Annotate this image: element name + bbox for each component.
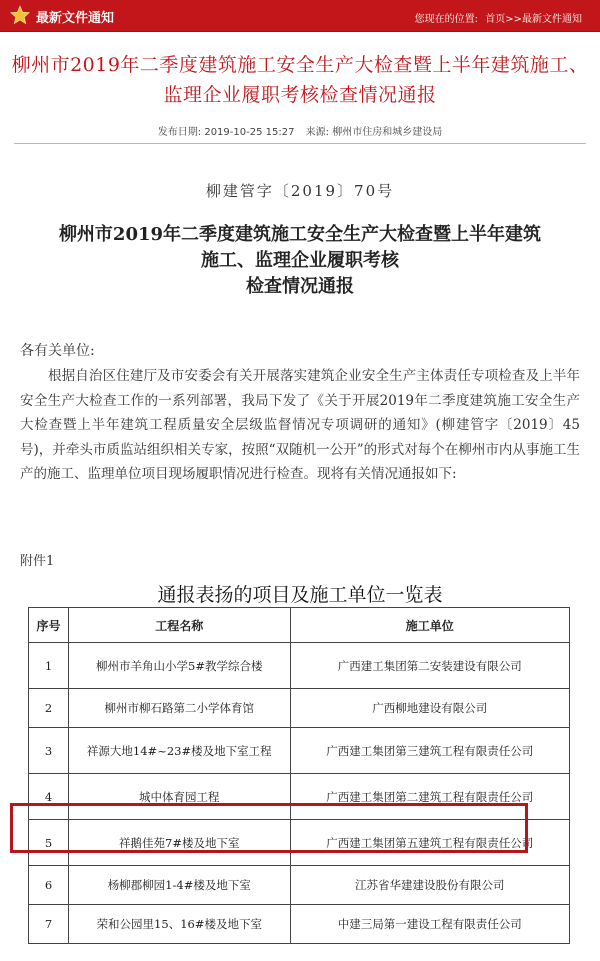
project-name: 祥鹅佳苑7#楼及地下室 bbox=[68, 820, 290, 866]
article-title: 柳州市2019年二季度建筑施工安全生产大检查暨上半年建筑施工、监理企业履职考核检查情况通报 bbox=[11, 54, 589, 106]
contractor-name: 广西建工集团第二建筑工程有限责任公司 bbox=[290, 774, 569, 820]
project-name: 祥源大地14#~23#楼及地下室工程 bbox=[68, 728, 290, 774]
table-row bbox=[29, 643, 570, 689]
document-number: 柳建管字〔2019〕70号 bbox=[205, 182, 395, 200]
article-source: 来源: 柳州市住房和城乡建设局 bbox=[305, 127, 443, 138]
table-title: 通报表扬的项目及施工单位一览表 bbox=[157, 584, 443, 606]
location-label: 您现在的位置: bbox=[414, 14, 479, 25]
document-title-line: 施工、监理企业履职考核 bbox=[201, 250, 399, 271]
document-title bbox=[10, 222, 590, 300]
body-paragraph: 根据自治区住建厅及市安委会有关开展落实建筑企业安全生产主体责任专项检查及上半年安全生产大检查工作的一系列部署，我局下发了《关于开展2019年二季度建筑施工安全生产大检查暨上半年建筑工程质量安全层级监督情况专项调研的通知》(柳建管字〔2019〕45号)，并牵头市质监站组织相关专家，按照“双随机一公开”的形式对每个在柳州市内从事施工生产的施工、监理单位项目现场履职情况进行检查。现将有关情况通报如下: bbox=[20, 368, 580, 483]
table-row bbox=[29, 866, 570, 905]
contractor-name: 中建三局第一建设工程有限责任公司 bbox=[290, 905, 569, 944]
divider bbox=[14, 143, 586, 144]
row-index: 6 bbox=[29, 866, 69, 905]
star-icon bbox=[10, 5, 30, 25]
publish-date: 发布日期: 2019-10-25 15:27 bbox=[157, 127, 295, 138]
project-name: 杨柳郡柳园1-4#楼及地下室 bbox=[68, 866, 290, 905]
contractor-name: 江苏省华建建设股份有限公司 bbox=[290, 866, 569, 905]
document-title-line: 柳州市2019年二季度建筑施工安全生产大检查暨上半年建筑 bbox=[58, 224, 542, 245]
column-header-contractor: 施工单位 bbox=[290, 608, 569, 643]
column-header-index: 序号 bbox=[29, 608, 69, 643]
row-index: 5 bbox=[29, 820, 69, 866]
breadcrumb-link[interactable]: 首页>>最新文件通知 bbox=[485, 14, 582, 25]
highlight-annotation-box bbox=[10, 803, 528, 853]
row-index: 1 bbox=[29, 643, 69, 689]
article-meta bbox=[0, 123, 600, 138]
project-name: 荣和公园里15、16#楼及地下室 bbox=[68, 905, 290, 944]
row-index: 2 bbox=[29, 689, 69, 728]
contractor-name: 广西建工集团第五建筑工程有限责任公司 bbox=[290, 820, 569, 866]
project-name: 柳州市柳石路第二小学体育馆 bbox=[68, 689, 290, 728]
contractor-name: 广西建工集团第三建筑工程有限责任公司 bbox=[290, 728, 569, 774]
attachment-label: 附件1 bbox=[20, 554, 55, 569]
table-row bbox=[29, 689, 570, 728]
row-index: 4 bbox=[29, 774, 69, 820]
section-title: 最新文件通知 bbox=[36, 11, 115, 26]
row-index: 3 bbox=[29, 728, 69, 774]
column-header-project: 工程名称 bbox=[68, 608, 290, 643]
contractor-name: 广西柳地建设有限公司 bbox=[290, 689, 569, 728]
breadcrumb bbox=[411, 10, 582, 25]
row-index: 7 bbox=[29, 905, 69, 944]
section-header-bar bbox=[0, 0, 600, 32]
project-name: 城中体育园工程 bbox=[68, 774, 290, 820]
salutation: 各有关单位: bbox=[20, 343, 95, 359]
contractor-name: 广西建工集团第二安装建设有限公司 bbox=[290, 643, 569, 689]
table-header-row bbox=[29, 608, 570, 643]
table-row bbox=[29, 728, 570, 774]
table-row bbox=[29, 905, 570, 944]
commendation-table bbox=[28, 607, 570, 944]
project-name: 柳州市羊角山小学5#教学综合楼 bbox=[68, 643, 290, 689]
document-title-line: 检查情况通报 bbox=[246, 276, 354, 297]
